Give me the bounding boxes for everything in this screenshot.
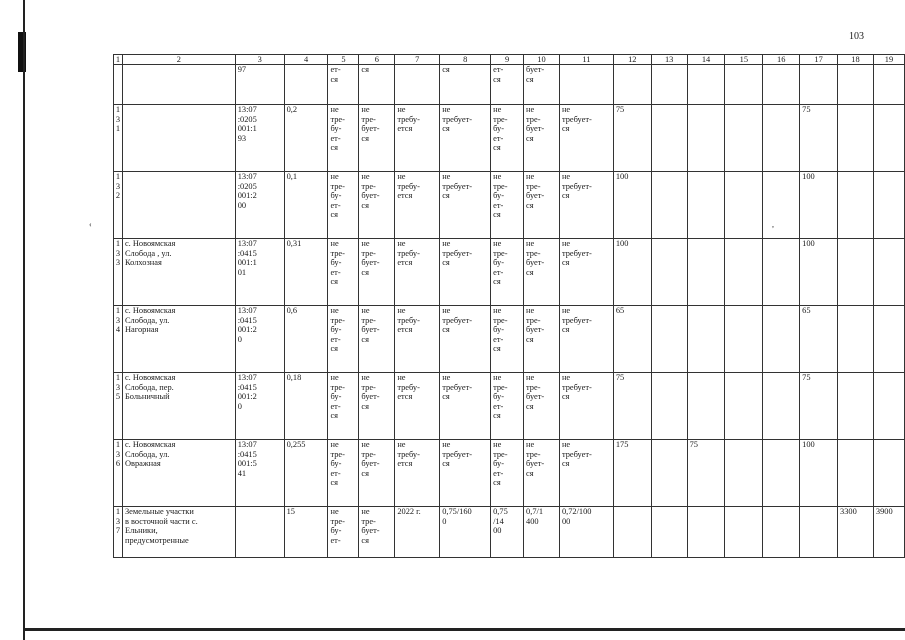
- table-cell: [800, 65, 838, 105]
- table-cell: [651, 306, 687, 373]
- table-cell: с. Новоямская Слобода, пер. Больничный: [122, 373, 235, 440]
- table-cell: 13:07 :0415 001:1 01: [235, 239, 284, 306]
- table-cell: 100: [613, 239, 651, 306]
- table-cell: не тре- бует- ся: [359, 239, 395, 306]
- table-cell: Земельные участки в восточной части с. Ельники, предусмотренные: [122, 507, 235, 558]
- table-cell: 2022 г.: [395, 507, 440, 558]
- table-cell: 100: [800, 172, 838, 239]
- table-cell: [725, 507, 763, 558]
- table-row: [114, 306, 905, 373]
- table-cell: не тре- бует- ся: [524, 239, 560, 306]
- header-cell: 3: [235, 55, 284, 65]
- table-cell: [873, 373, 904, 440]
- table-cell: [559, 65, 613, 105]
- table-cell: 65: [800, 306, 838, 373]
- table-cell: [651, 65, 687, 105]
- table-row: [114, 440, 905, 507]
- table-cell: 1 3 7: [114, 507, 123, 558]
- scan-left-edge: [23, 0, 25, 640]
- table-cell: [687, 239, 725, 306]
- page-number: 103: [849, 31, 864, 42]
- table-cell: не требует- ся: [440, 172, 491, 239]
- table-cell: 0,18: [284, 373, 328, 440]
- table-cell: [838, 239, 874, 306]
- table-cell: [725, 105, 763, 172]
- table-cell: ся: [440, 65, 491, 105]
- header-cell: 7: [395, 55, 440, 65]
- table-cell: [725, 65, 763, 105]
- header-cell: 14: [687, 55, 725, 65]
- land-plots-table: [113, 54, 905, 558]
- table-cell: 13:07 :0205 001:1 93: [235, 105, 284, 172]
- table-cell: не тре- бует- ся: [359, 105, 395, 172]
- table-cell: 0,2: [284, 105, 328, 172]
- table-row: [114, 507, 905, 558]
- table-cell: 75: [613, 373, 651, 440]
- table-cell: 75: [800, 373, 838, 440]
- table-cell: бует- ся: [524, 65, 560, 105]
- table-cell: [122, 172, 235, 239]
- table-cell: 75: [687, 440, 725, 507]
- header-row: [114, 55, 905, 65]
- table-cell: [725, 440, 763, 507]
- table-cell: не требу- ется: [395, 373, 440, 440]
- table-cell: [122, 65, 235, 105]
- header-cell: 18: [838, 55, 874, 65]
- table-cell: с. Новоямская Слобода, ул. Нагорная: [122, 306, 235, 373]
- header-cell: 12: [613, 55, 651, 65]
- table-cell: не требует- ся: [559, 373, 613, 440]
- header-cell: 15: [725, 55, 763, 65]
- table-cell: не тре- бует- ся: [524, 440, 560, 507]
- table-cell: не тре- бует- ся: [524, 306, 560, 373]
- table-cell: ет- ся: [491, 65, 524, 105]
- table-cell: [838, 373, 874, 440]
- table-cell: [763, 507, 800, 558]
- table-cell: не требу- ется: [395, 306, 440, 373]
- table-cell: [613, 65, 651, 105]
- table-cell: [763, 172, 800, 239]
- table-cell: не тре- бу- ет- ся: [491, 239, 524, 306]
- table-cell: не тре- бу- ет- ся: [491, 105, 524, 172]
- table-row: [114, 239, 905, 306]
- table-cell: [687, 105, 725, 172]
- scan-bottom-edge: [23, 628, 905, 631]
- table-cell: не тре- бует- ся: [359, 440, 395, 507]
- table-cell: 1 3 6: [114, 440, 123, 507]
- table-cell: [687, 65, 725, 105]
- table-cell: [763, 105, 800, 172]
- table-cell: не тре- бу- ет- ся: [328, 373, 359, 440]
- header-cell: 17: [800, 55, 838, 65]
- table-cell: не тре- бует- ся: [524, 105, 560, 172]
- table-cell: 13:07 :0415 001:5 41: [235, 440, 284, 507]
- table-cell: [725, 172, 763, 239]
- table-cell: [725, 239, 763, 306]
- table-cell: 0,31: [284, 239, 328, 306]
- table-cell: не тре- бует- ся: [359, 306, 395, 373]
- table-cell: [763, 440, 800, 507]
- table-cell: не тре- бу- ет- ся: [328, 440, 359, 507]
- table-cell: не требу- ется: [395, 105, 440, 172]
- table-cell: 1 3 5: [114, 373, 123, 440]
- table-cell: 13:07 :0415 001:2 0: [235, 373, 284, 440]
- table-cell: [838, 172, 874, 239]
- table-cell: [687, 172, 725, 239]
- header-cell: 13: [651, 55, 687, 65]
- table-cell: не требует- ся: [440, 440, 491, 507]
- table-cell: не тре- бует- ся: [524, 373, 560, 440]
- table-cell: [284, 65, 328, 105]
- table-cell: [838, 105, 874, 172]
- table-cell: [800, 507, 838, 558]
- table-cell: [873, 440, 904, 507]
- table-row: [114, 105, 905, 172]
- table-cell: [114, 65, 123, 105]
- table-cell: [725, 306, 763, 373]
- header-cell: 10: [524, 55, 560, 65]
- table-cell: [838, 306, 874, 373]
- table-cell: [651, 239, 687, 306]
- table-cell: 100: [800, 239, 838, 306]
- table-cell: 65: [613, 306, 651, 373]
- table-cell: 15: [284, 507, 328, 558]
- table-cell: не требует- ся: [440, 239, 491, 306]
- table-cell: не требу- ется: [395, 440, 440, 507]
- table-cell: не тре- бу- ет-: [328, 507, 359, 558]
- table-cell: 0,75 /14 00: [491, 507, 524, 558]
- table-cell: [687, 306, 725, 373]
- table-cell: 13:07 :0415 001:2 0: [235, 306, 284, 373]
- table-cell: 0,72/100 00: [559, 507, 613, 558]
- table-cell: 1 3 4: [114, 306, 123, 373]
- table-cell: не тре- бу- ет- ся: [491, 373, 524, 440]
- header-cell: 5: [328, 55, 359, 65]
- table-cell: [613, 507, 651, 558]
- stray-mark: ,: [772, 220, 774, 229]
- table-cell: [235, 507, 284, 558]
- header-cell: 1: [114, 55, 123, 65]
- table-cell: [838, 440, 874, 507]
- table-cell: не тре- бу- ет- ся: [491, 440, 524, 507]
- table-cell: не тре- бует- ся: [524, 172, 560, 239]
- table-cell: 75: [613, 105, 651, 172]
- table-cell: [725, 373, 763, 440]
- header-cell: 4: [284, 55, 328, 65]
- table-cell: с. Новоямская Слобода , ул. Колхозная: [122, 239, 235, 306]
- table-cell: не требует- ся: [559, 306, 613, 373]
- table-cell: [395, 65, 440, 105]
- table-cell: 100: [800, 440, 838, 507]
- table-row: [114, 373, 905, 440]
- table-cell: не тре- бует- ся: [359, 507, 395, 558]
- table-cell: 1 3 1: [114, 105, 123, 172]
- table-cell: [651, 172, 687, 239]
- table-cell: не требу- ется: [395, 172, 440, 239]
- table-cell: ся: [359, 65, 395, 105]
- table-cell: не требует- ся: [559, 239, 613, 306]
- table-cell: [651, 373, 687, 440]
- header-cell: 11: [559, 55, 613, 65]
- table-cell: 0,75/160 0: [440, 507, 491, 558]
- table-cell: с. Новоямская Слобода, ул. Овражная: [122, 440, 235, 507]
- table-cell: [763, 65, 800, 105]
- table-row: [114, 172, 905, 239]
- header-cell: 6: [359, 55, 395, 65]
- table-cell: не требует- ся: [559, 172, 613, 239]
- table-cell: не требует- ся: [440, 306, 491, 373]
- table-cell: [763, 239, 800, 306]
- table-cell: [873, 239, 904, 306]
- table-cell: 0,1: [284, 172, 328, 239]
- table-cell: не тре- бу- ет- ся: [328, 239, 359, 306]
- table-cell: [651, 440, 687, 507]
- table-cell: не требует- ся: [440, 373, 491, 440]
- table-cell: 97: [235, 65, 284, 105]
- header-cell: 2: [122, 55, 235, 65]
- table-cell: [687, 373, 725, 440]
- table-cell: [873, 105, 904, 172]
- table-cell: 1 3 3: [114, 239, 123, 306]
- table-cell: не тре- бу- ет- ся: [328, 105, 359, 172]
- table-row: [114, 65, 905, 105]
- table-cell: не тре- бует- ся: [359, 373, 395, 440]
- header-cell: 19: [873, 55, 904, 65]
- table-cell: не тре- бу- ет- ся: [491, 306, 524, 373]
- table-cell: не тре- бует- ся: [359, 172, 395, 239]
- table-cell: не тре- бу- ет- ся: [328, 172, 359, 239]
- table-cell: [838, 65, 874, 105]
- table-cell: [763, 306, 800, 373]
- table-cell: 3300: [838, 507, 874, 558]
- table-cell: 0,6: [284, 306, 328, 373]
- table-cell: 75: [800, 105, 838, 172]
- table-cell: [651, 507, 687, 558]
- table-cell: [873, 65, 904, 105]
- table-cell: не тре- бу- ет- ся: [491, 172, 524, 239]
- table-cell: не требует- ся: [559, 105, 613, 172]
- table-cell: [873, 172, 904, 239]
- table-cell: не тре- бу- ет- ся: [328, 306, 359, 373]
- table-cell: 0,7/1 400: [524, 507, 560, 558]
- header-cell: 16: [763, 55, 800, 65]
- table-cell: не требует- ся: [440, 105, 491, 172]
- table-cell: [651, 105, 687, 172]
- table-cell: [122, 105, 235, 172]
- table-cell: [687, 507, 725, 558]
- table-cell: 1 3 2: [114, 172, 123, 239]
- table-cell: 13:07 :0205 001:2 00: [235, 172, 284, 239]
- table-cell: 100: [613, 172, 651, 239]
- table-cell: 0,255: [284, 440, 328, 507]
- table-cell: ет- ся: [328, 65, 359, 105]
- table-cell: 175: [613, 440, 651, 507]
- header-cell: 8: [440, 55, 491, 65]
- stray-mark: ‹: [89, 220, 92, 229]
- table-cell: [763, 373, 800, 440]
- table-cell: 3900: [873, 507, 904, 558]
- table-cell: не требу- ется: [395, 239, 440, 306]
- header-cell: 9: [491, 55, 524, 65]
- table-cell: не требует- ся: [559, 440, 613, 507]
- table-cell: [873, 306, 904, 373]
